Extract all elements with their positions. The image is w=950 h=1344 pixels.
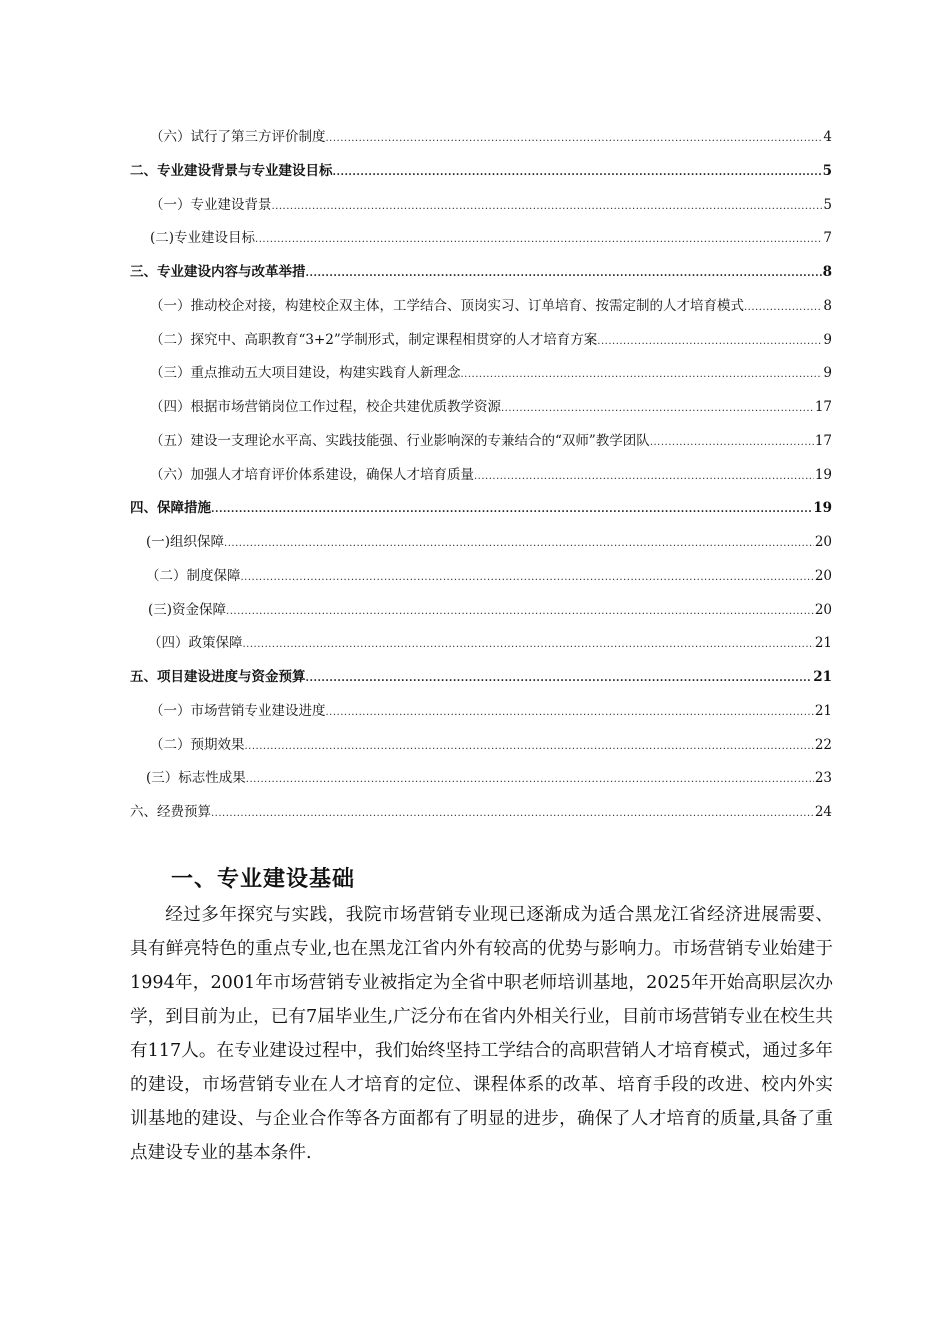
- toc-entry-title: 二、专业建设背景与专业建设目标: [130, 162, 333, 179]
- toc-entry-page: 20: [814, 567, 832, 584]
- toc-leader-dots: [255, 227, 822, 253]
- table-of-contents: [130, 124, 832, 833]
- toc-entry-page: 24: [814, 804, 832, 820]
- toc-entry[interactable]: [130, 462, 832, 496]
- toc-entry-title: （五）建设一支理论水平高、实践技能强、行业影响深的专兼结合的“双师”教学团队: [150, 432, 650, 449]
- toc-entry[interactable]: [130, 597, 832, 631]
- toc-entry-page: 21: [813, 669, 832, 685]
- toc-entry-title: （四）政策保障: [148, 635, 243, 652]
- toc-entry-title: （四）根据市场营销岗位工作过程，校企共建优质教学资源: [150, 399, 501, 415]
- toc-leader-dots: [744, 295, 822, 321]
- toc-entry-page: 23: [814, 770, 832, 787]
- toc-leader-dots: [241, 565, 814, 591]
- toc-entry[interactable]: [130, 495, 832, 529]
- toc-entry-page: 21: [814, 635, 832, 652]
- toc-leader-dots: [306, 261, 822, 287]
- toc-entry-title: （一）推动校企对接，构建校企双主体，工学结合、顶岗实习、订单培育、按需定制的人才培育模式: [150, 297, 744, 314]
- toc-leader-dots: [333, 160, 822, 186]
- toc-entry[interactable]: [130, 563, 832, 597]
- toc-entry-title: （二）探究中、高职教育“3+2”学制形式，制定课程相贯穿的人才培育方案: [150, 331, 598, 348]
- toc-entry-page: 21: [814, 702, 832, 719]
- toc-entry[interactable]: [130, 428, 832, 462]
- toc-entry[interactable]: [130, 732, 832, 766]
- toc-entry-title: (三)资金保障: [148, 601, 227, 618]
- toc-entry-title: 六、经费预算: [130, 804, 211, 820]
- toc-entry-title: (三）标志性成果: [146, 770, 246, 787]
- toc-entry-title: (一)组织保障: [146, 534, 225, 550]
- toc-leader-dots: [650, 430, 814, 456]
- toc-entry-page: 5: [823, 196, 832, 213]
- toc-entry-page: 17: [814, 399, 832, 415]
- toc-leader-dots: [226, 599, 814, 625]
- toc-entry[interactable]: [130, 158, 832, 192]
- toc-entry-title: 三、专业建设内容与改革举措: [130, 264, 306, 280]
- toc-entry-title: 五、项目建设进度与资金预算: [130, 669, 306, 685]
- toc-leader-dots: [272, 194, 823, 220]
- toc-entry[interactable]: [130, 394, 832, 428]
- toc-entry[interactable]: [130, 664, 832, 698]
- toc-entry-page: 8: [822, 264, 832, 280]
- toc-leader-dots: [474, 464, 814, 490]
- toc-leader-dots: [224, 531, 814, 557]
- toc-entry-title: （三）重点推动五大项目建设，构建实践育人新理念: [150, 365, 461, 382]
- toc-entry-page: 19: [814, 466, 832, 483]
- toc-leader-dots: [246, 767, 814, 793]
- toc-leader-dots: [306, 666, 813, 692]
- toc-entry[interactable]: [130, 360, 832, 394]
- toc-leader-dots: [461, 362, 823, 388]
- toc-leader-dots: [326, 126, 823, 152]
- toc-entry[interactable]: [130, 225, 832, 259]
- toc-entry[interactable]: [130, 630, 832, 664]
- toc-entry[interactable]: [130, 124, 832, 158]
- toc-entry-title: 四、保障措施: [130, 500, 211, 517]
- toc-entry-page: 8: [823, 297, 832, 314]
- toc-entry-page: 22: [814, 736, 832, 753]
- toc-entry-title: （六）加强人才培育评价体系建设，确保人才培育质量: [150, 466, 474, 483]
- toc-leader-dots: [243, 632, 814, 658]
- toc-entry-page: 20: [814, 601, 832, 618]
- toc-leader-dots: [211, 497, 812, 523]
- toc-entry[interactable]: [130, 192, 832, 226]
- toc-entry-page: 20: [814, 534, 832, 550]
- toc-entry-page: 17: [814, 432, 832, 449]
- toc-entry-title: （六）试行了第三方评价制度: [150, 129, 326, 145]
- toc-entry[interactable]: [130, 698, 832, 732]
- toc-entry-title: （一）专业建设背景: [150, 196, 272, 213]
- toc-leader-dots: [597, 329, 822, 355]
- toc-entry-title: (二)专业建设目标: [150, 230, 256, 247]
- toc-entry-page: 5: [822, 162, 832, 179]
- toc-entry-title: （二）预期效果: [150, 736, 245, 753]
- toc-leader-dots: [211, 801, 814, 827]
- toc-entry[interactable]: [130, 293, 832, 327]
- toc-entry-page: 7: [823, 230, 832, 247]
- toc-entry[interactable]: [130, 529, 832, 563]
- toc-entry[interactable]: [130, 799, 832, 833]
- section-paragraph: 经过多年探究与实践，我院市场营销专业现已逐渐成为适合黑龙江省经济进展需要、具有鲜亮特色的重点专业,也在黑龙江省内外有较高的优势与影响力。市场营销专业始建于1994年，2001年市场营销专业被指定为全省中职老师培训基地，2025年开始高职层次办学，到目前为止，已有7届毕业生,广泛分布在省内外相关行业，目前市场营销专业在校生共有117人。在专业建设过程中，我们始终坚持工学结合的高职营销人才培育模式，通过多年的建设，市场营销专业在人才培育的定位、课程体系的改革、培育手段的改进、校内外实训基地的建设、与企业合作等各方面都有了明显的进步，确保了人才培育的质量,具备了重点建设专业的基本条件.: [130, 905, 833, 1163]
- toc-leader-dots: [501, 396, 814, 422]
- toc-entry-title: （一）市场营销专业建设进度: [150, 702, 326, 719]
- toc-entry-page: 9: [823, 331, 832, 348]
- toc-entry-title: （二）制度保障: [146, 567, 241, 584]
- toc-entry[interactable]: [130, 327, 832, 361]
- section-heading: 一、专业建设基础: [171, 867, 356, 892]
- toc-entry[interactable]: [130, 765, 832, 799]
- toc-entry-page: 9: [823, 365, 832, 382]
- toc-entry-page: 19: [813, 500, 832, 517]
- toc-entry[interactable]: [130, 259, 832, 293]
- toc-leader-dots: [245, 734, 814, 760]
- toc-entry-page: 4: [823, 129, 832, 145]
- toc-leader-dots: [326, 700, 814, 726]
